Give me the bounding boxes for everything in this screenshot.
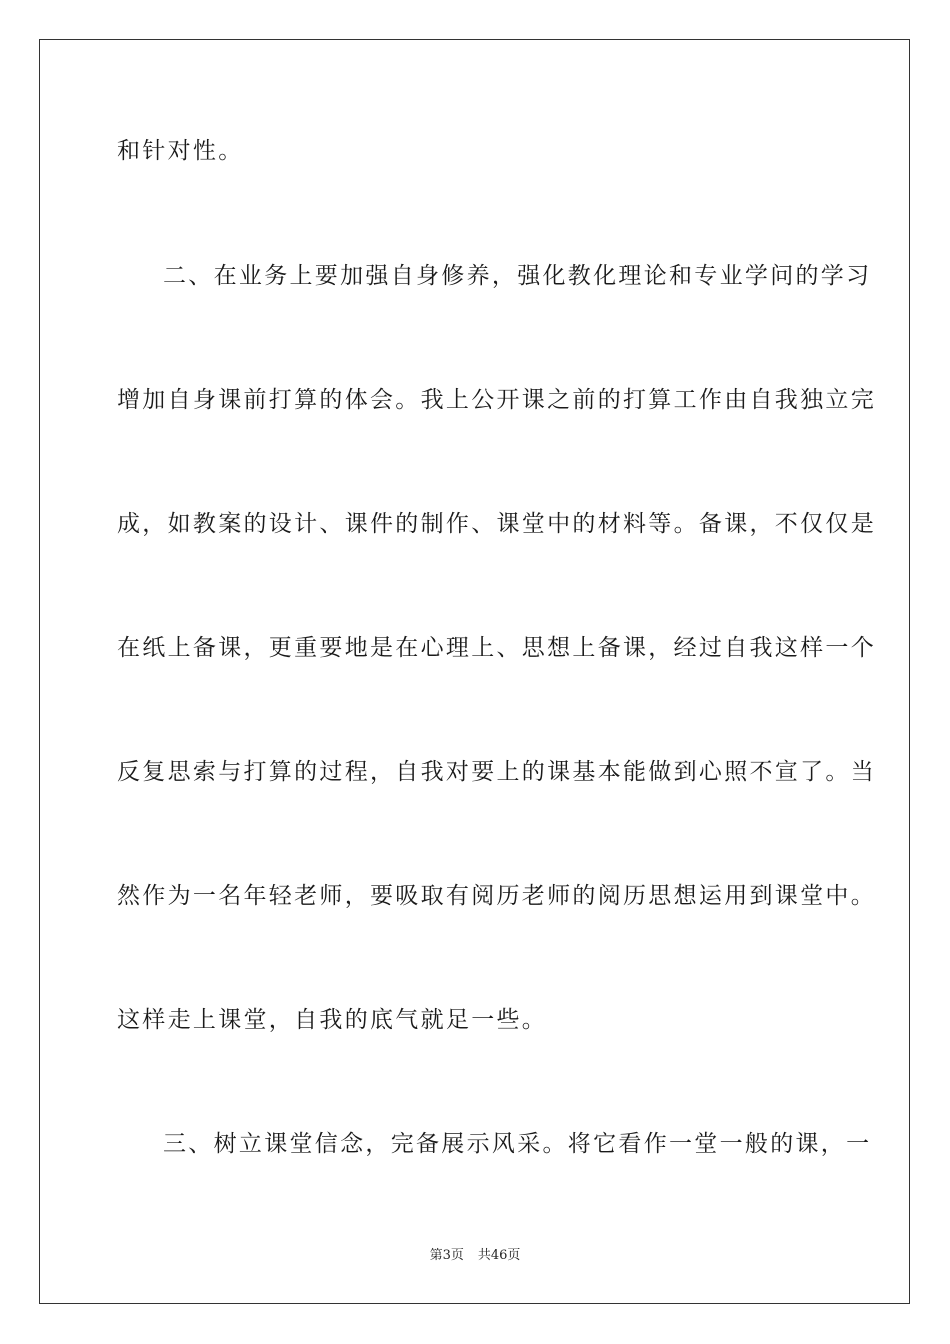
page-number: 第3页	[429, 1248, 464, 1263]
paragraph-heading-3: 三、树立课堂信念，完备展示风采。将它看作一堂一般的课，一	[163, 1131, 872, 1157]
text-line: 这样走上课堂，自我的底气就足一些。	[117, 1007, 548, 1033]
paragraph-heading-2: 二、在业务上要加强自身修养，强化教化理论和专业学问的学习	[163, 263, 872, 289]
text-line: 增加自身课前打算的体会。我上公开课之前的打算工作由自我独立完	[117, 387, 876, 413]
text-line: 然作为一名年轻老师，要吸取有阅历老师的阅历思想运用到课堂中。	[117, 883, 876, 909]
text-line: 反复思索与打算的过程，自我对要上的课基本能做到心照不宣了。当	[117, 759, 876, 785]
page-border	[39, 39, 910, 1304]
text-line: 成，如教案的设计、课件的制作、课堂中的材料等。备课，不仅仅是	[117, 511, 876, 537]
text-line: 在纸上备课，更重要地是在心理上、思想上备课，经过自我这样一个	[117, 635, 876, 661]
page-total: 共46页	[477, 1248, 521, 1263]
text-line: 和针对性。	[117, 138, 244, 164]
page-footer	[0, 1247, 950, 1265]
